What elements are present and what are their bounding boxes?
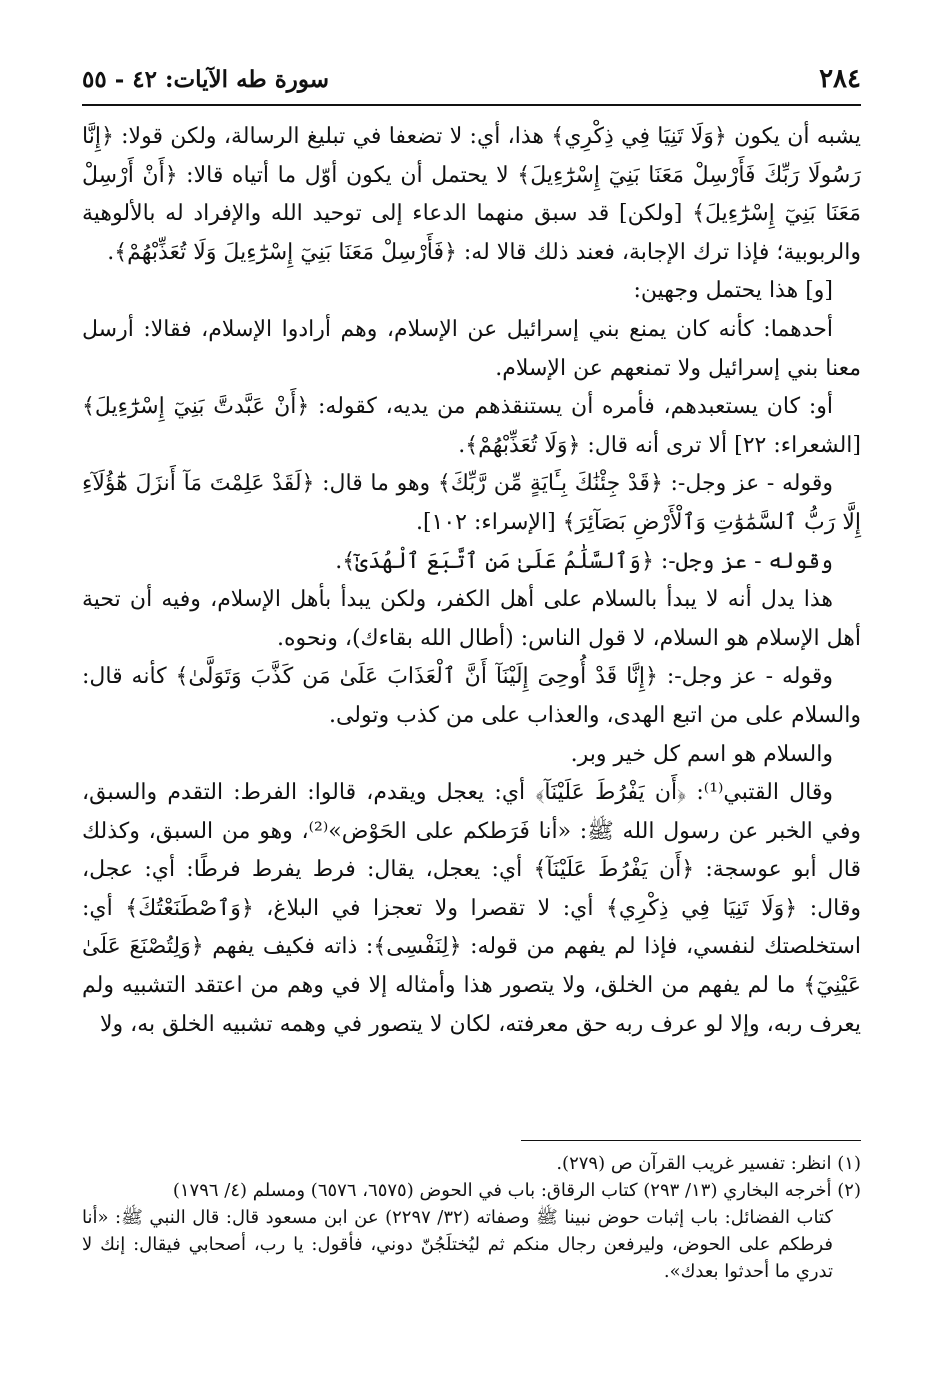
footnote-2: (٢) أخرجه البخاري (١٣/ ٢٩٣) كتاب الرقاق: باب في الحوض (٦٥٧٥، ٦٥٧٦) ومسلم (٤/ ١٧٩٦): [172, 1180, 861, 1201]
footnote-2-continuation: كتاب الفضائل: باب إثبات حوض نبينا ﷺ وصفاته (٣٢/ ٢٢٩٧) عن ابن مسعود قال: قال النبي ﷺ: «أنا فرطكم على الحوض، وليرفعن رجال منكم ثم ليُختلَجُنّ دوني، فأقول: يا رب، أصحابي فيقال: إنك لا تدري ما أحدثوا بعدك».: [82, 1207, 833, 1282]
paragraph: وقوله - عز وجل-: ﴿إِنَّا قَدْ أُوحِىَ إِلَيْنَآ أَنَّ ٱلْعَذَابَ عَلَىٰ مَن كَذَّبَ وَتَوَلَّىٰ﴾ كأنه قال: والسلام على من اتبع الهدى، والعذاب على من كذب وتولى.: [82, 664, 861, 728]
paragraph: أحدهما: كأنه كان يمنع بني إسرائيل عن الإسلام، وهم أرادوا الإسلام، فقالا: أرسل معنا بني إسرائيل ولا تمنعهم عن الإسلام.: [82, 316, 861, 381]
paragraph: أو: كان يستعبدهم، فأمره أن يستنقذهم من يديه، كقوله: ﴿أَنْ عَبَّدتَّ بَنِيٓ إِسْرَٰٓءِيلَ﴾ [الشعراء: ٢٢] ألا ترى أنه قال: ﴿وَلَا تُعَذِّبْهُمْ﴾.: [82, 394, 861, 458]
footnote-1: (١) انظر: تفسير غريب القرآن ص (٢٧٩).: [556, 1153, 861, 1174]
page-header: [82, 60, 861, 104]
paragraph: [و] هذا يحتمل وجهين:: [633, 278, 833, 304]
main-text: [82, 118, 861, 1044]
page-number: ٢٨٤: [819, 64, 861, 94]
footnotes: [82, 1150, 861, 1285]
paragraph: وقال القتبي⁽¹⁾: ﴿أَن يَفْرُطَ عَلَيْنَآ﴾ أي: يعجل ويقدم، قالوا: الفرط: التقدم والسبق، وفي الخبر عن رسول الله ﷺ: «أنا فَرَطكم على الحَوْض»⁽²⁾، وهو من السبق، وكذلك قال أبو عوسجة: ﴿أَن يَفْرُطَ عَلَيْنَآ﴾ أي: يعجل، يقال: فرط يفرط فرطًا: أي: عجل، وقال: ﴿وَلَا تَنِيَا فِي ذِكْرِي﴾ أي: لا تقصرا ولا تعجزا في البلاغ، ﴿وَٱصْطَنَعْتُكَ﴾ أي: استخلصتك لنفسي، فإذا لم يفهم من قوله: ﴿لِنَفْسِى﴾: ذاته فكيف يفهم ﴿وَلِتُصْنَعَ عَلَىٰ عَيْنِيٓ﴾ ما لم يفهم من الخلق، ولا يتصور هذا وأمثاله إلا في وهم من اعتقد التشبيه ولم يعرف ربه، وإلا لو عرف ربه حق معرفته، لكان لا يتصور في وهمه تشبيه الخلق به، ولا: [82, 780, 861, 1037]
paragraph: والسلام هو اسم كل خير وبر.: [570, 741, 833, 767]
paragraph: وقوله - عز وجل-: ﴿وَٱلسَّلَٰمُ عَلَىٰ مَنِ ٱتَّبَعَ ٱلْهُدَىٰٓ﴾.: [335, 548, 833, 574]
header-divider: [82, 104, 861, 106]
running-title: سورة طه الآيات: ٤٢ - ٥٥: [82, 66, 330, 93]
paragraph: هذا يدل أنه لا يبدأ بالسلام على أهل الكفر، ولكن يبدأ بأهل الإسلام، وفيه أن تحية أهل الإسلام هو السلام، لا قول الناس: (أطال الله بقاءك)، ونحوه.: [82, 587, 861, 651]
paragraph: وقوله - عز وجل-: ﴿قَدْ جِئْنَٰكَ بِـَٔايَةٍ مِّن رَّبِّكَ﴾ وهو ما قال: ﴿لَقَدْ عَلِمْتَ مَآ أَنزَلَ هَٰٓؤُلَآءِ إِلَّا رَبُّ ٱلسَّمَٰوَٰتِ وَٱلْأَرْضِ بَصَآئِرَ﴾ [الإسراء: ١٠٢].: [82, 471, 861, 535]
footnote-divider: [521, 1140, 861, 1141]
paragraph: يشبه أن يكون ﴿وَلَا تَنِيَا فِي ذِكْرِي﴾ هذا، أي: لا تضعفا في تبليغ الرسالة، ولكن قولا: ﴿إِنَّا رَسُولَا رَبِّكَ فَأَرْسِلْ مَعَنَا بَنِيٓ إِسْرَٰٓءِيلَ﴾ لا يحتمل أن يكون أوّل ما أتياه قالا: ﴿أَنْ أَرْسِلْ مَعَنَا بَنِيٓ إِسْرَٰٓءِيلَ﴾ [ولكن] قد سبق منهما الدعاء إلى توحيد الله والإفراد له بالألوهية والربوبية؛ فإذا ترك الإجابة، فعند ذلك قالا له: ﴿فَأَرْسِلْ مَعَنَا بَنِيٓ إِسْرَٰٓءِيلَ وَلَا تُعَذِّبْهُمْ﴾.: [82, 124, 861, 265]
